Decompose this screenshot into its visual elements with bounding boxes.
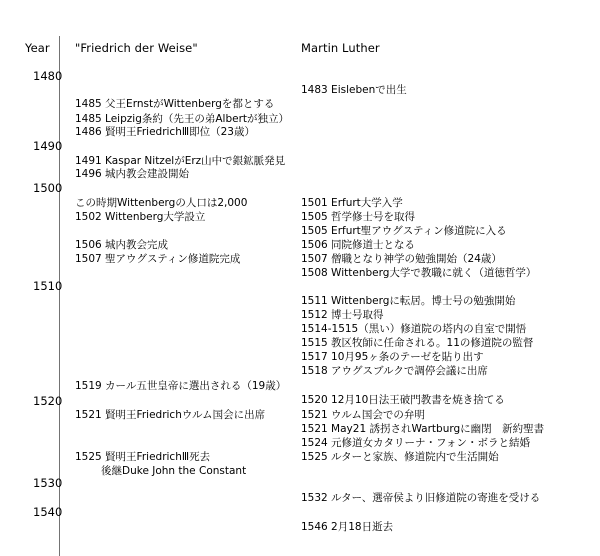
header-friedrich: "Friedrich der Weise" — [75, 41, 198, 55]
luther-event: 1506 同院修道士となる — [301, 239, 416, 251]
luther-event: 1521 May21 誘拐されWartburgに幽閉 新約聖書 — [301, 423, 545, 435]
friedrich-event: 1506 城内教会完成 — [75, 239, 169, 251]
friedrich-event: 1491 Kaspar NitzelがErz山中で銀鉱脈発見 — [75, 155, 286, 167]
luther-event: 1520 12月10日法王破門教書を焼き捨てる — [301, 394, 505, 406]
friedrich-event: この時期Wittenbergの人口は2,000 — [75, 197, 248, 209]
year-marker: 1480 — [33, 69, 63, 83]
year-marker: 1530 — [33, 476, 63, 490]
luther-event: 1512 博士号取得 — [301, 309, 384, 321]
luther-event: 1521 ウルム国会での弁明 — [301, 409, 425, 421]
luther-event: 1517 10月95ヶ条のテーゼを貼り出す — [301, 351, 484, 363]
luther-event: 1524 元修道女カタリーナ・フォン・ボラと結婚 — [301, 437, 531, 449]
friedrich-event: 1496 城内教会建設開始 — [75, 168, 190, 180]
luther-event: 1505 Erfurt聖アウグスティン修道院に入る — [301, 225, 507, 237]
year-marker: 1540 — [33, 505, 63, 519]
luther-event: 1508 Wittenberg大学で教職に就く（道徳哲学） — [301, 267, 537, 279]
year-marker: 1520 — [33, 394, 63, 408]
friedrich-event: 1502 Wittenberg大学設立 — [75, 211, 206, 223]
luther-event: 1507 僧職となり神学の勉強開始（24歳） — [301, 253, 502, 265]
friedrich-event: 1485 Leipzig条約（先王の弟Albertが独立） — [75, 113, 290, 125]
luther-event: 1514-1515（黒い）修道院の塔内の自室で開悟 — [301, 323, 527, 335]
friedrich-event: 1486 賢明王FriedrichⅢ即位（23歳） — [75, 126, 255, 138]
friedrich-event: 1507 聖アウグスティン修道院完成 — [75, 253, 241, 265]
luther-event: 1518 アウグスブルクで調停会議に出席 — [301, 365, 488, 377]
friedrich-event: 1485 父王ErnstがWittenbergを都とする — [75, 98, 275, 110]
year-marker: 1500 — [33, 181, 63, 195]
luther-event: 1525 ルターと家族、修道院内で生活開始 — [301, 451, 499, 463]
luther-event: 1511 Wittenbergに転居。博士号の勉強開始 — [301, 295, 516, 307]
friedrich-event: 1525 賢明王FriedrichⅢ死去 — [75, 451, 211, 463]
luther-event: 1483 Eislebenで出生 — [301, 84, 407, 96]
year-marker: 1510 — [33, 279, 63, 293]
year-marker: 1490 — [33, 139, 63, 153]
header-year: Year — [25, 41, 50, 55]
friedrich-event: 1519 カール五世皇帝に選出される（19歳） — [75, 380, 287, 392]
friedrich-successor: 後継Duke John the Constant — [101, 465, 247, 477]
luther-event: 1501 Erfurt大学入学 — [301, 197, 403, 209]
friedrich-event: 1521 賢明王Friedrichウルム国会に出席 — [75, 409, 266, 421]
luther-event: 1546 2月18日逝去 — [301, 521, 394, 533]
luther-event: 1532 ルター、選帝侯より旧修道院の寄進を受ける — [301, 492, 541, 504]
header-luther: Martin Luther — [301, 41, 380, 55]
luther-event: 1515 教区牧師に任命される。11の修道院の監督 — [301, 337, 534, 349]
luther-event: 1505 哲学修士号を取得 — [301, 211, 416, 223]
